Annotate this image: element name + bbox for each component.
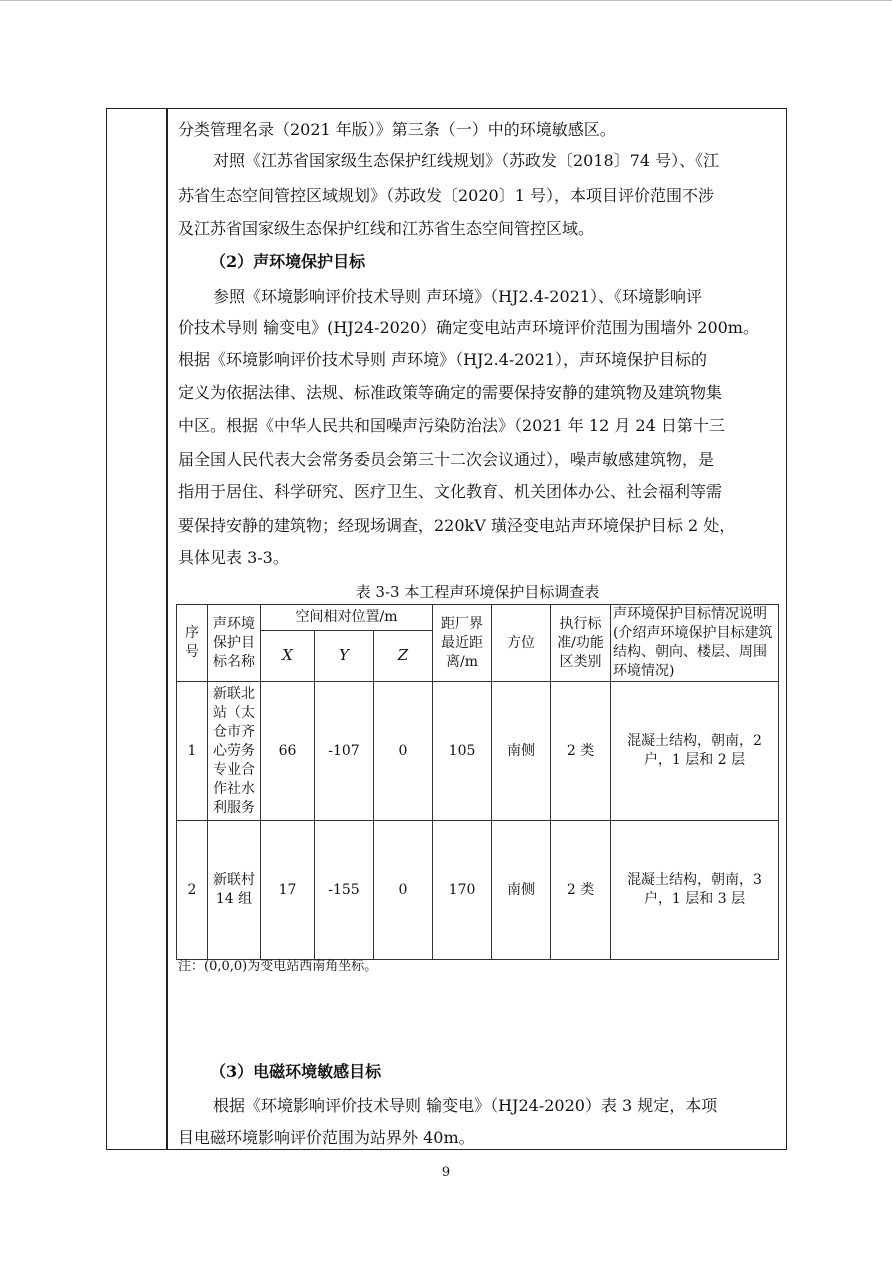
col-header-description: 声环境保护目标情况说明(介绍声环境保护目标建筑结构、朝向、楼层、周围环境情况) — [611, 605, 779, 682]
body-line: 届全国人民代表大会常务委员会第三十二次会议通过），噪声敏感建筑物，是 — [178, 450, 715, 469]
cell-x: 17 — [261, 821, 315, 960]
body-line: 具体见表 3-3。 — [178, 548, 289, 567]
cell-z: 0 — [374, 821, 433, 960]
body-line: 目电磁环境影响评价范围为站界外 40m。 — [178, 1128, 475, 1147]
col-header-distance: 距厂界最近距离/m — [433, 605, 492, 682]
body-line: 中区。根据《中华人民共和国噪声污染防治法》（2021 年 12 月 24 日第十三 — [178, 416, 725, 435]
col-header-seq: 序号 — [177, 605, 208, 682]
body-line: 根据《环境影响评价技术导则 声环境》（HJ2.4-2021），声环境保护目标的 — [178, 350, 708, 369]
cell-z: 0 — [374, 682, 433, 821]
cell-direction: 南侧 — [492, 682, 551, 821]
body-line: 指用于居住、科学研究、医疗卫生、文化教育、机关团体办公、社会福利等需 — [178, 482, 723, 501]
cell-y: -155 — [315, 821, 374, 960]
body-line: 要保持安静的建筑物；经现场调查，220kV 璜泾变电站声环境保护目标 2 处， — [178, 516, 736, 535]
col-header-y: Y — [315, 630, 374, 681]
section-heading-2: （2）声环境保护目标 — [210, 252, 366, 271]
col-header-standard: 执行标准/功能区类别 — [551, 605, 611, 682]
section-heading-3: （3）电磁环境敏感目标 — [210, 1062, 382, 1081]
top-rule — [0, 0, 892, 1]
body-line: 及江苏省国家级生态保护红线和江苏省生态空间管控区域。 — [178, 219, 595, 238]
col-header-name: 声环境保护目标名称 — [208, 605, 261, 682]
table-row — [177, 821, 779, 960]
cell-x: 66 — [261, 682, 315, 821]
body-line: 参照《环境影响评价技术导则 声环境》（HJ2.4-2021）、《环境影响评 — [213, 287, 703, 306]
table-row — [177, 682, 779, 821]
col-header-direction: 方位 — [492, 605, 551, 682]
body-line: 苏省生态空间管控区域规划》（苏政发〔2020〕1 号），本项目评价范围不涉 — [178, 186, 714, 205]
cell-seq: 2 — [177, 821, 208, 960]
body-line: 价技术导则 输变电》(HJ24-2020）确定变电站声环境评价范围为围墙外 200m。 — [178, 318, 759, 337]
body-line: 分类管理名录（2021 年版）》第三条（一）中的环境敏感区。 — [178, 120, 616, 139]
cell-description: 混凝土结构，朝南，2 户，1 层和 2 层 — [611, 682, 779, 821]
cell-name: 新联北站（太仓市齐心劳务专业合作社水利服务 — [208, 682, 261, 821]
cell-seq: 1 — [177, 682, 208, 821]
body-line: 定义为依据法律、法规、标准政策等确定的需要保持安静的建筑物及建筑物集 — [178, 383, 723, 402]
col-header-x: X — [261, 630, 315, 681]
cell-name: 新联村 14 组 — [208, 821, 261, 960]
col-header-position: 空间相对位置/m — [261, 605, 433, 631]
cell-distance: 105 — [433, 682, 492, 821]
body-line: 对照《江苏省国家级生态保护红线规划》（苏政发〔2018〕74 号）、《江 — [213, 151, 720, 170]
body-line: 根据《环境影响评价技术导则 输变电》（HJ24-2020）表 3 规定，本项 — [213, 1096, 718, 1115]
column-divider — [166, 108, 168, 1150]
table-caption: 表 3-3 本工程声环境保护目标调查表 — [355, 583, 600, 601]
cell-y: -107 — [315, 682, 374, 821]
col-header-z: Z — [374, 630, 433, 681]
cell-standard: 2 类 — [551, 682, 611, 821]
table-note: 注：(0,0,0)为变电站西南角坐标。 — [178, 959, 378, 974]
cell-description: 混凝土结构，朝南，3 户，1 层和 3 层 — [611, 821, 779, 960]
cell-direction: 南侧 — [492, 821, 551, 960]
noise-target-table — [176, 604, 779, 960]
page-number: 9 — [441, 1165, 451, 1180]
cell-distance: 170 — [433, 821, 492, 960]
cell-standard: 2 类 — [551, 821, 611, 960]
